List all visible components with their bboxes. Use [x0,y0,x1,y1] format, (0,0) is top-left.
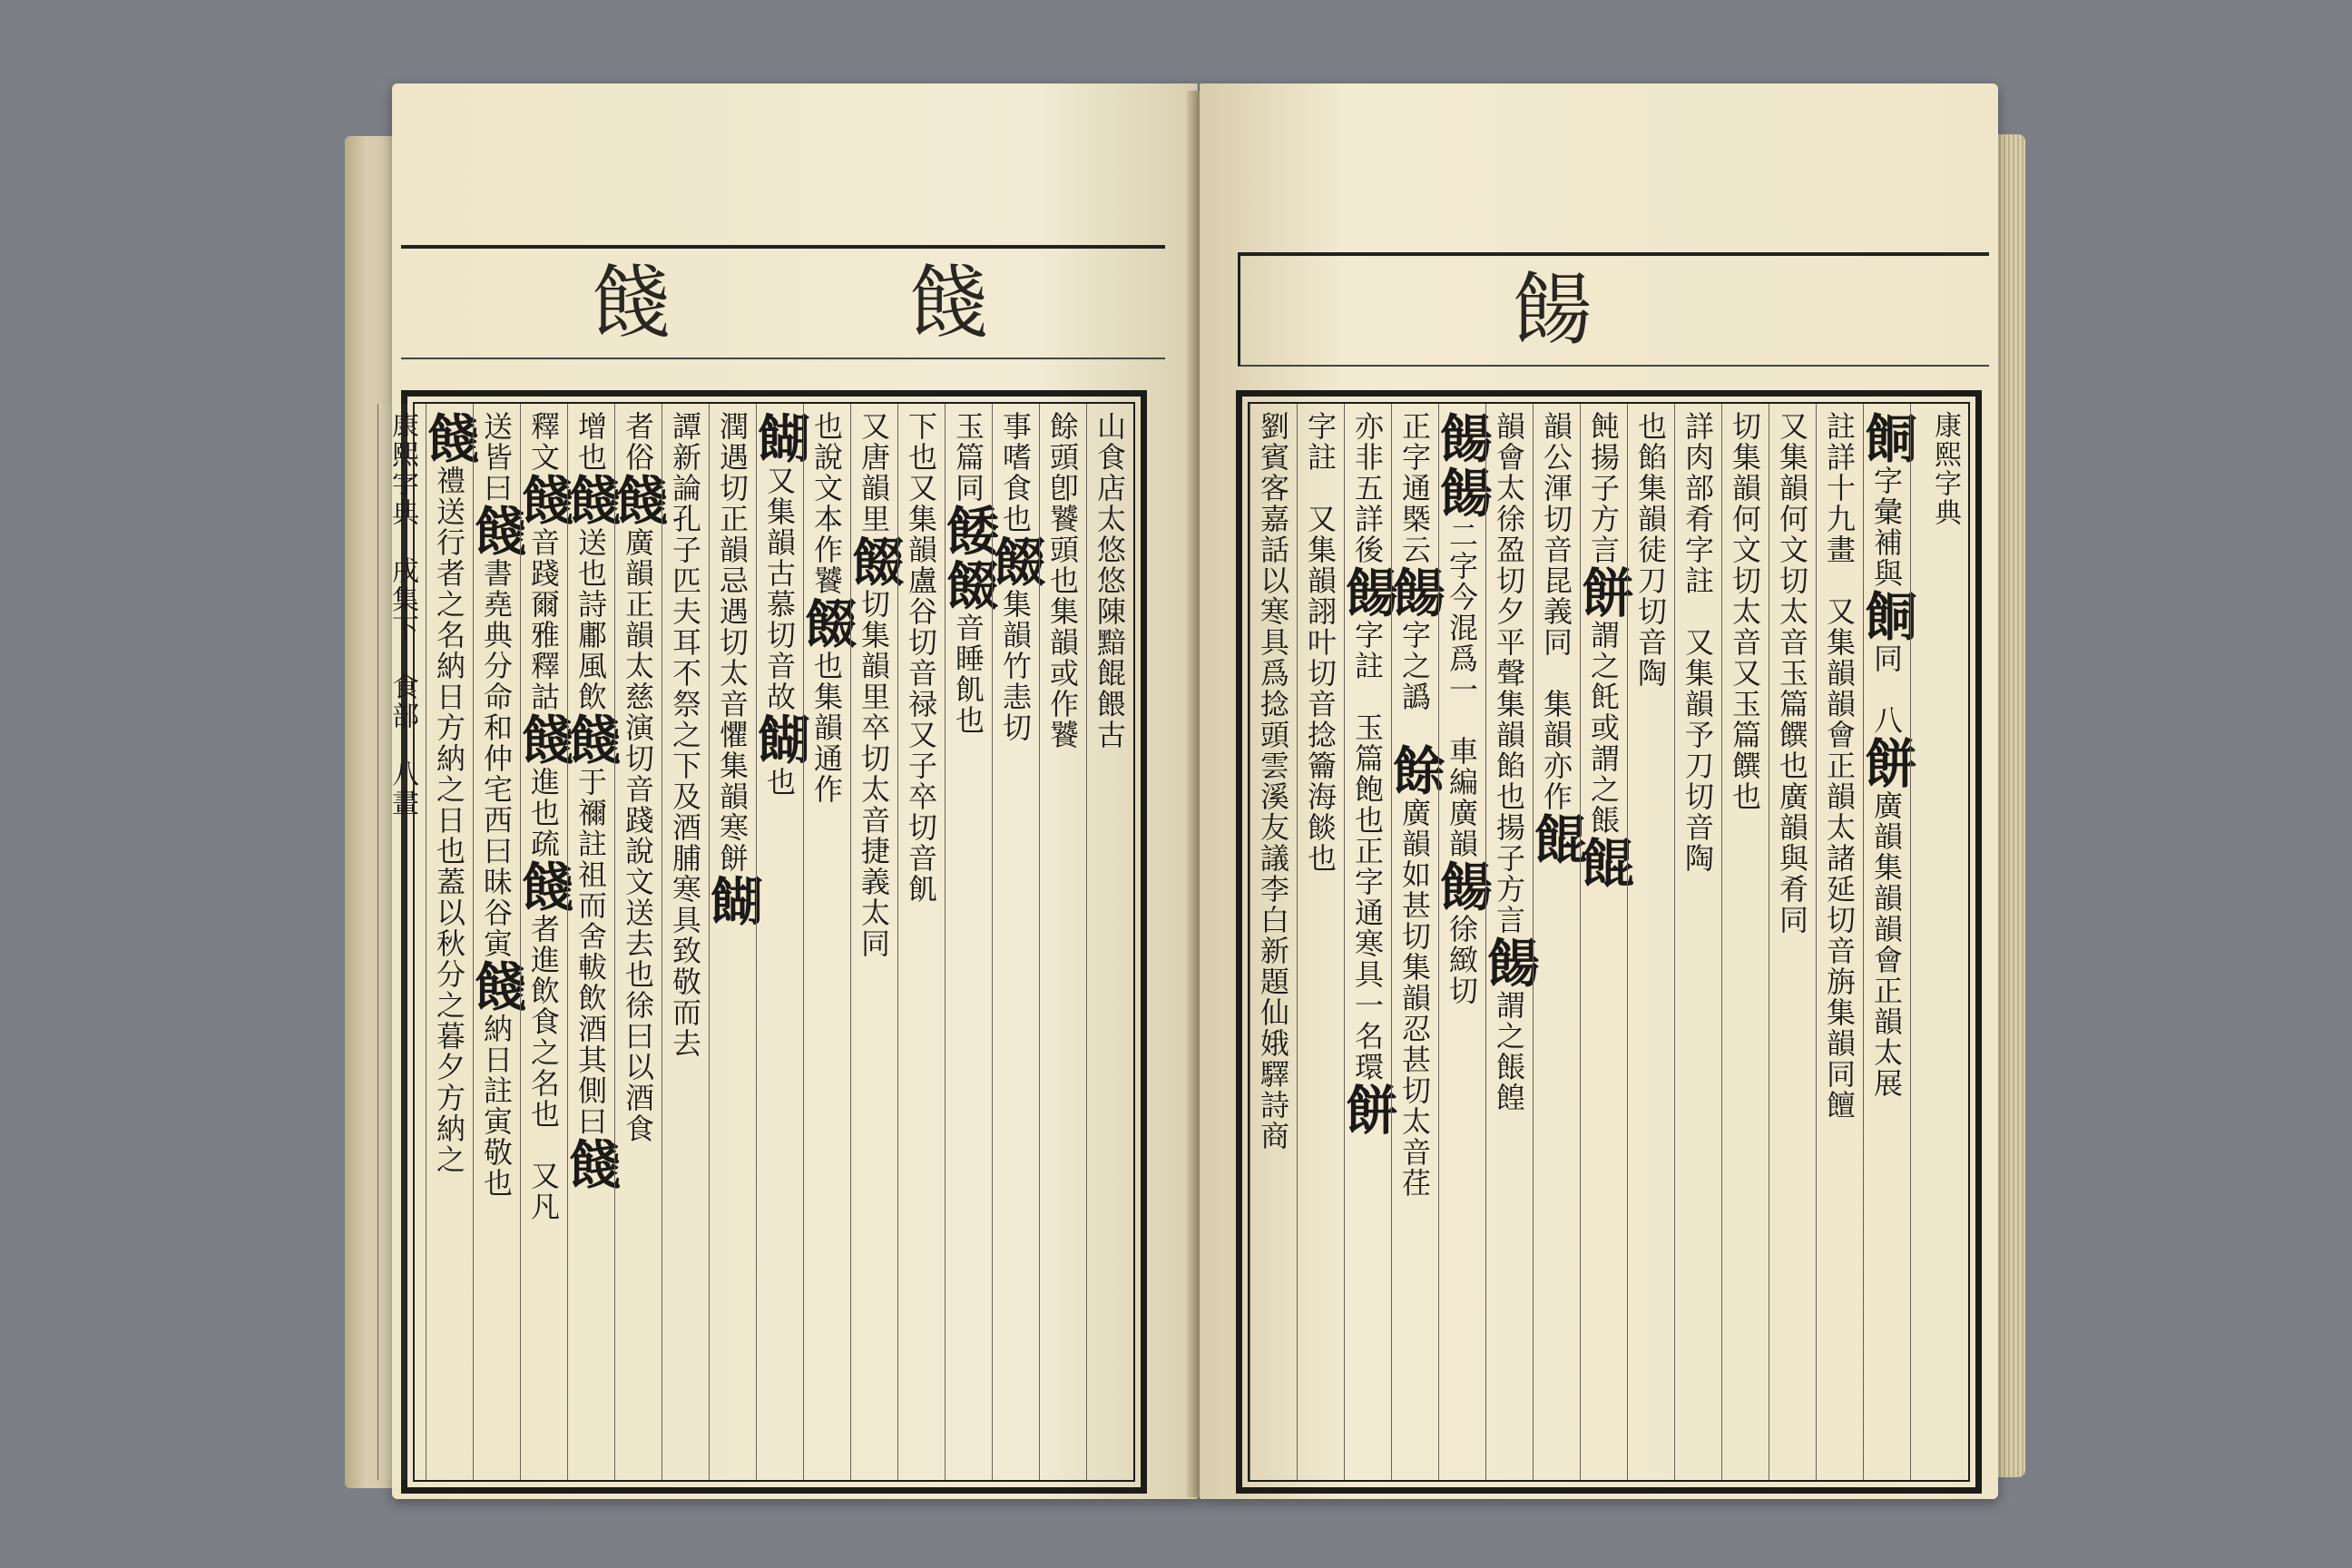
headword-character: 餟 [796,596,858,651]
headword-character: 餳 [1431,859,1493,914]
headword-character: 餞 [560,1137,622,1191]
text-column: 亦非五詳後餳字註 玉篇飽也正字通寒具一名環餅 [1344,404,1391,1480]
headword-character: 餅 [1856,736,1917,790]
text-column: 者俗餞廣韻正韻太慈演切音踐說文送去也徐曰以酒食 [614,404,662,1480]
headword-character: 餅 [1337,1083,1398,1137]
seal-script-header [401,245,1165,359]
text-frame [387,390,1147,1494]
headword-character: 餞 [466,504,527,558]
text-column: 玉篇同餧餟音睡飢也 [945,404,992,1480]
headword-character: 餞 [560,473,622,527]
right-page [1200,83,1998,1499]
headword-character: 餟 [937,558,999,612]
headword-character: 餬 [749,411,810,466]
text-column: 也說文本作饕餟也集韻通作 [803,404,850,1480]
margin-header-column: 康熙字典 [1910,404,1968,1480]
headword-character: 餟 [843,534,905,589]
text-column: 餳餳二字今混爲一 車編廣韻餳徐緻切 [1438,404,1485,1480]
headword-character: 餬 [749,712,810,767]
text-column: 山食店太悠悠陳黯餛餵古 [1086,404,1133,1480]
headword-character: 餛 [1525,812,1587,867]
headword-character: 餇 [1856,411,1917,466]
text-column: 又唐韻里餟切集韻里卒切太音捷義太同 [850,404,897,1480]
text-column: 字註 又集韻詡叶切音捻籥海餤也 [1297,404,1344,1480]
headword-character: 餬 [701,874,763,928]
text-column: 詳肉部肴字註 又集韻予刀切音陶 [1674,404,1721,1480]
text-column: 餇字彙補與餇同 八餅廣韻集韻韻會正韻太展 [1863,404,1910,1480]
text-columns [387,402,1135,1482]
headword-character: 餞 [418,411,480,466]
headword-character: 餘 [1384,743,1446,798]
seal-character: 餞 [909,256,990,349]
text-column: 餞禮送行者之名納日方納之日也蓋以秋分之暮夕方納之 [426,404,473,1480]
text-columns [1248,402,1970,1482]
text-column: 下也又集韻盧谷切音禄又子卒切音飢 [897,404,945,1480]
headword-character: 餇 [1856,589,1917,643]
text-frame [1236,390,1982,1494]
text-column: 正字通槩云餳字之譌 餘廣韻如甚切集韻忍甚切太音荏 [1391,404,1438,1480]
headword-character: 餅 [1573,565,1634,620]
headword-character: 餛 [1573,836,1634,890]
headword-character: 餞 [560,712,622,767]
seal-character: 餞 [592,256,672,349]
headword-character: 餞 [513,473,574,527]
text-column: 餬又集韻古慕切音故餬也 [756,404,803,1480]
headword-character: 餳 [1337,565,1398,620]
seal-character: 餳 [1513,263,1593,357]
text-column: 潤遇切正韻忌遇切太音懼集韻寒餅餬 [709,404,756,1480]
headword-character: 餳 [1431,466,1493,520]
text-column: 釋文餞音踐爾雅釋詁餞進也疏餞者進飲食之名也 又凡 [520,404,567,1480]
text-column: 也餡集韻徒刀切音陶 [1627,404,1674,1480]
headword-character: 餳 [1431,411,1493,466]
text-column: 又集韻何文切太音玉篇饌也廣韻與肴同 [1769,404,1816,1480]
headword-character: 餞 [513,712,574,767]
headword-character: 餳 [1384,565,1446,620]
headword-character: 餧 [937,504,999,558]
headword-character: 餞 [513,859,574,914]
text-column: 譚新論孔子匹夫耳不祭之下及酒脯寒具致敬而去 [662,404,709,1480]
headword-character: 餳 [1478,936,1540,990]
left-page [387,83,1198,1499]
text-column: 飩揚子方言餅謂之飥或謂之餦餛 [1580,404,1627,1480]
text-column: 餘頭卽饕頭也集韻或作饕 [1039,404,1086,1480]
text-column: 送皆曰餞書堯典分命和仲宅西曰昧谷寅餞納日註寅敬也 [473,404,520,1480]
text-column: 韻會太徐盈切夕平聲集韻餡也揚子方言餳謂之餦餭 [1485,404,1533,1480]
text-column: 韻公渾切音昆義同 集韻亦作餛 [1533,404,1580,1480]
text-column: 事嗜食也餟集韻竹恚切 [992,404,1039,1480]
text-column: 增也餞送也詩鄘風飲餞于禰註祖而舍軷飲酒其側曰餞 [567,404,614,1480]
text-column: 劉賓客嘉話以寒具爲捻頭雲溪友議李白新題仙娥驛詩商 [1250,404,1297,1480]
text-column: 註詳十九畫 又集韻韻會正韻太諸延切音旃集韻同饘 [1816,404,1863,1480]
seal-script-header [1238,252,1989,367]
headword-character: 餟 [985,534,1046,589]
headword-character: 餞 [607,473,669,527]
margin-header-column: 康熙字典 戌集下 食部 八畫 [377,404,426,1480]
headword-character: 餞 [466,959,527,1014]
text-column: 切集韻何文切太音又玉篇饌也 [1721,404,1769,1480]
